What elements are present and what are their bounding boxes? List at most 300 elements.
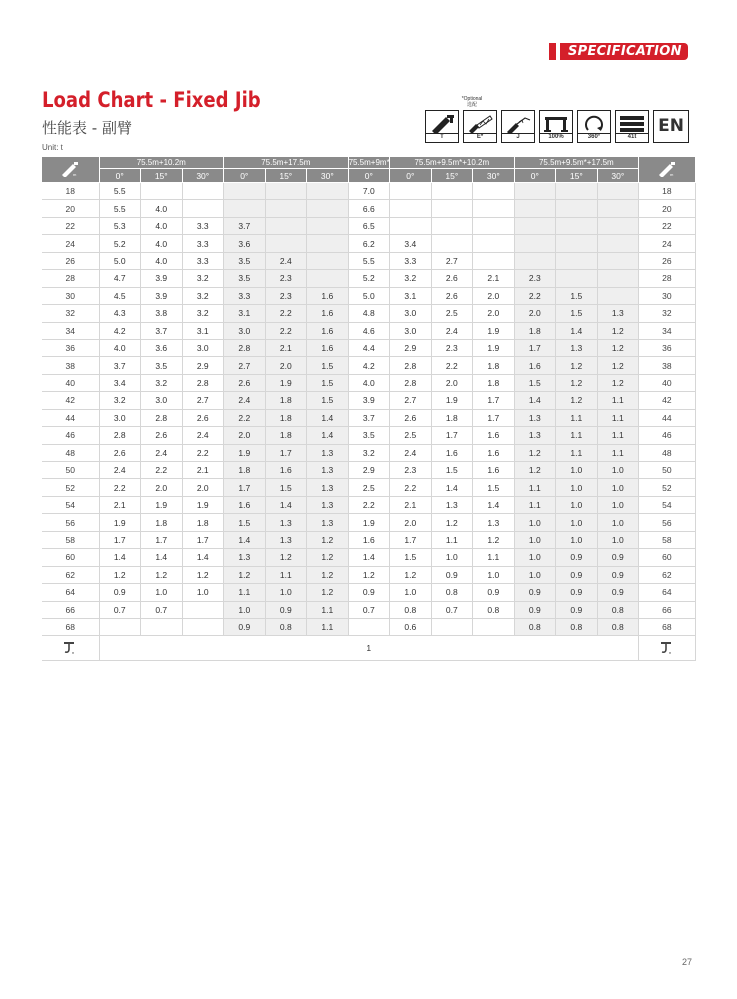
boom-length-cell: 20 [42,200,99,217]
boom-length-cell-right: 20 [639,200,696,217]
load-value-cell [141,618,183,635]
jib-icon [501,110,535,143]
table-row [42,200,695,217]
load-value-cell: 3.7 [141,322,183,339]
load-value-cell: 6.5 [348,217,390,234]
load-value-cell: 0.7 [431,601,473,618]
table-row [42,618,695,635]
load-value-cell: 1.7 [431,427,473,444]
load-value-cell: 2.0 [265,357,307,374]
load-value-cell: 1.2 [597,374,639,391]
load-value-cell: 1.0 [597,479,639,496]
load-value-cell: 3.0 [224,322,266,339]
optional-note [452,96,492,108]
boom-length-cell-right: 58 [639,531,696,548]
load-value-cell: 2.2 [141,462,183,479]
load-value-cell [556,270,598,287]
load-value-cell: 2.7 [431,252,473,269]
load-value-cell: 3.2 [182,305,224,322]
load-value-cell: 1.2 [597,322,639,339]
boom-length-cell-right: 36 [639,339,696,356]
unit-label: Unit: t [42,143,63,152]
load-value-cell: 1.1 [556,444,598,461]
load-value-cell: 6.2 [348,235,390,252]
load-value-cell: 3.7 [224,217,266,234]
boom-length-cell: 66 [42,601,99,618]
load-value-cell: 2.0 [390,514,432,531]
load-value-cell [431,235,473,252]
load-value-cell [348,618,390,635]
load-value-cell: 0.9 [514,584,556,601]
boom-length-header [42,157,99,183]
table-row [42,374,695,391]
group-header: 75.5m+17.5m [224,157,349,169]
load-value-cell: 1.6 [265,462,307,479]
boom-length-cell: 44 [42,409,99,426]
load-value-cell: 1.4 [182,549,224,566]
load-value-cell: 1.6 [473,427,515,444]
load-value-cell: 2.9 [348,462,390,479]
load-value-cell: 2.1 [473,270,515,287]
load-value-cell: 2.2 [265,322,307,339]
group-header: 75.5m+9.5m*+10.2m [390,157,515,169]
load-value-cell: 2.2 [348,496,390,513]
load-value-cell: 0.7 [141,601,183,618]
load-value-cell: 4.0 [141,252,183,269]
load-value-cell: 3.3 [390,252,432,269]
load-value-cell: 2.0 [224,427,266,444]
load-value-cell: 1.0 [182,584,224,601]
load-value-cell: 1.9 [473,339,515,356]
load-value-cell: 3.7 [348,409,390,426]
svg-text:m: m [669,171,674,177]
boom-length-header-right [639,157,696,183]
load-value-cell: 2.0 [431,374,473,391]
load-value-cell: 1.8 [265,392,307,409]
load-value-cell: 3.0 [99,409,141,426]
load-value-cell [597,235,639,252]
load-value-cell: 4.0 [141,200,183,217]
load-value-cell: 1.2 [473,531,515,548]
load-value-cell [307,270,349,287]
load-value-cell: 1.3 [307,479,349,496]
load-value-cell: 2.9 [390,339,432,356]
load-value-cell: 1.2 [182,566,224,583]
angle-header: 15° [265,169,307,183]
banner-accent-bar [549,43,556,60]
load-value-cell: 5.5 [99,200,141,217]
load-value-cell [473,217,515,234]
load-value-cell: 1.3 [307,462,349,479]
load-value-cell: 1.5 [431,462,473,479]
boom-length-cell-right: 68 [639,618,696,635]
load-value-cell: 1.3 [514,427,556,444]
load-value-cell: 2.6 [431,287,473,304]
load-value-cell: 2.8 [99,427,141,444]
boom-length-cell: 50 [42,462,99,479]
boom-length-cell-right: 30 [639,287,696,304]
load-value-cell: 1.5 [514,374,556,391]
boom-length-cell: 60 [42,549,99,566]
load-value-cell: 2.7 [390,392,432,409]
load-value-cell: 0.8 [431,584,473,601]
boom-length-cell: 58 [42,531,99,548]
load-value-cell: 2.0 [182,479,224,496]
table-row [42,287,695,304]
load-value-cell: 0.9 [556,566,598,583]
boom-length-cell-right: 54 [639,496,696,513]
load-value-cell: 2.5 [431,305,473,322]
load-value-cell [307,183,349,200]
load-value-cell [224,183,266,200]
load-value-cell: 1.6 [224,496,266,513]
load-value-cell: 2.6 [141,427,183,444]
load-value-cell: 1.3 [431,496,473,513]
load-value-cell [182,618,224,635]
load-value-cell [556,183,598,200]
load-value-cell [182,200,224,217]
load-value-cell: 3.3 [182,217,224,234]
load-value-cell: 1.8 [473,374,515,391]
load-value-cell: 1.5 [224,514,266,531]
boom-length-cell: 34 [42,322,99,339]
load-value-cell: 4.2 [99,322,141,339]
load-value-cell: 1.1 [597,427,639,444]
load-value-cell: 3.3 [182,235,224,252]
optional-note-cn: 选配 [466,102,477,108]
table-row [42,305,695,322]
load-value-cell: 1.9 [431,392,473,409]
load-value-cell: 1.0 [556,514,598,531]
boom-length-cell: 26 [42,252,99,269]
boom-length-cell-right: 18 [639,183,696,200]
load-value-cell: 0.9 [514,601,556,618]
load-value-cell: 1.3 [307,496,349,513]
load-value-cell: 1.3 [514,409,556,426]
load-value-cell: 1.0 [514,549,556,566]
counterweight-icon [615,110,649,143]
load-value-cell: 1.2 [348,566,390,583]
load-value-cell: 2.4 [182,427,224,444]
load-value-cell: 0.8 [473,601,515,618]
boom-length-cell-right: 32 [639,305,696,322]
load-value-cell: 3.5 [224,270,266,287]
load-value-cell: 1.0 [556,531,598,548]
load-value-cell [597,252,639,269]
load-value-cell: 2.1 [99,496,141,513]
load-value-cell [473,183,515,200]
load-value-cell: 2.3 [265,287,307,304]
load-value-cell: 2.8 [390,374,432,391]
load-value-cell: 5.2 [99,235,141,252]
load-value-cell: 1.3 [556,339,598,356]
load-value-cell: 1.8 [182,514,224,531]
load-value-cell: 3.9 [141,270,183,287]
load-value-cell: 1.3 [265,531,307,548]
load-value-cell: 3.9 [141,287,183,304]
boom-length-cell: 42 [42,392,99,409]
load-value-cell [182,601,224,618]
load-value-cell: 3.0 [182,339,224,356]
load-value-cell: 2.4 [99,462,141,479]
boom-length-cell-right: 26 [639,252,696,269]
load-value-cell: 3.2 [182,287,224,304]
angle-header: 30° [473,169,515,183]
load-value-cell: 1.1 [265,566,307,583]
load-value-cell: 2.6 [431,270,473,287]
load-value-cell: 1.1 [224,584,266,601]
boom-length-cell-right: 44 [639,409,696,426]
table-row [42,496,695,513]
load-value-cell: 3.1 [224,305,266,322]
load-value-cell: 0.7 [348,601,390,618]
load-value-cell: 2.4 [141,444,183,461]
outrigger-span-icon [539,110,573,143]
load-value-cell: 2.4 [390,444,432,461]
load-value-cell: 3.5 [224,252,266,269]
load-value-cell: 3.3 [182,252,224,269]
load-value-cell: 1.2 [597,339,639,356]
load-value-cell [597,270,639,287]
load-value-cell [141,183,183,200]
load-value-cell: 0.9 [597,549,639,566]
boom-length-cell-right: 46 [639,427,696,444]
table-row [42,183,695,200]
load-value-cell [265,200,307,217]
load-value-cell: 1.8 [514,322,556,339]
load-value-cell: 4.4 [348,339,390,356]
load-value-cell: 1.1 [307,601,349,618]
load-value-cell: 4.7 [99,270,141,287]
load-value-cell: 0.9 [99,584,141,601]
table-row [42,427,695,444]
load-value-cell: 1.7 [473,409,515,426]
load-value-cell: 1.6 [307,305,349,322]
load-value-cell: 5.5 [99,183,141,200]
load-value-cell: 2.5 [390,427,432,444]
load-value-cell [514,183,556,200]
boom-length-cell-right: 52 [639,479,696,496]
load-value-cell: 2.1 [265,339,307,356]
boom-length-icon [60,161,80,177]
group-header: 75.5m+9m* [348,158,390,167]
load-value-cell [431,183,473,200]
load-value-cell: 3.2 [182,270,224,287]
angle-header: 30° [182,169,224,183]
load-value-cell: 1.2 [307,531,349,548]
load-value-cell: 1.4 [514,392,556,409]
load-value-cell [307,200,349,217]
load-value-cell: 1.2 [514,444,556,461]
load-value-cell: 0.7 [99,601,141,618]
boom-length-cell-right: 66 [639,601,696,618]
load-value-cell: 1.1 [514,479,556,496]
load-value-cell: 3.3 [224,287,266,304]
boom-length-cell: 56 [42,514,99,531]
angle-header: 0° [99,169,141,183]
load-value-cell: 1.9 [99,514,141,531]
table-row [42,444,695,461]
load-value-cell: 1.1 [597,409,639,426]
load-value-cell: 1.5 [307,357,349,374]
load-value-cell: 4.2 [348,357,390,374]
load-value-cell: 1.2 [556,392,598,409]
load-value-cell: 1.4 [431,479,473,496]
load-value-cell: 1.0 [597,462,639,479]
load-value-cell: 1.0 [514,566,556,583]
load-value-cell: 1.9 [182,496,224,513]
load-value-cell: 1.0 [141,584,183,601]
boom-length-cell: 52 [42,479,99,496]
load-value-cell: 1.1 [431,531,473,548]
load-value-cell [265,217,307,234]
load-value-cell: 2.0 [141,479,183,496]
angle-header: 30° [307,169,349,183]
load-value-cell: 5.0 [348,287,390,304]
load-value-cell [556,200,598,217]
load-value-cell: 2.0 [473,287,515,304]
load-value-cell: 1.6 [431,444,473,461]
icon-label-weight: 41t [616,133,648,142]
table-row [42,235,695,252]
outrigger-t-icon [425,110,459,143]
load-value-cell [307,252,349,269]
svg-text:m: m [73,171,77,177]
load-value-cell: 0.9 [265,601,307,618]
angle-header: 15° [431,169,473,183]
load-value-cell: 2.6 [224,374,266,391]
load-value-cell: 1.4 [99,549,141,566]
table-row [42,601,695,618]
load-value-cell: 3.9 [348,392,390,409]
load-value-cell [390,200,432,217]
load-value-cell: 1.6 [473,462,515,479]
load-value-cell: 5.5 [348,252,390,269]
load-value-cell: 1.9 [348,514,390,531]
load-value-cell: 1.2 [556,374,598,391]
load-value-cell: 0.8 [597,618,639,635]
load-value-cell: 5.2 [348,270,390,287]
load-value-cell: 1.1 [556,427,598,444]
load-value-cell: 1.8 [265,427,307,444]
load-value-cell: 1.3 [307,514,349,531]
load-value-cell: 1.6 [307,339,349,356]
page-subtitle: 性能表 - 副臂 [42,119,132,137]
load-value-cell: 1.5 [473,479,515,496]
load-value-cell: 4.0 [141,235,183,252]
load-value-cell: 1.8 [224,462,266,479]
load-value-cell: 1.1 [556,409,598,426]
load-value-cell: 1.0 [556,479,598,496]
load-value-cell [473,235,515,252]
load-value-cell: 2.1 [390,496,432,513]
load-value-cell [556,235,598,252]
angle-header: 0° [224,169,266,183]
angle-header: 15° [556,169,598,183]
load-value-cell: 3.1 [182,322,224,339]
load-value-cell: 1.5 [556,287,598,304]
table-row [42,392,695,409]
load-value-cell: 4.0 [141,217,183,234]
icon-label-rotation: 360° [578,133,610,142]
load-value-cell: 1.7 [224,479,266,496]
load-value-cell: 2.2 [99,479,141,496]
load-value-cell: 3.2 [99,392,141,409]
table-row [42,479,695,496]
load-value-cell: 2.4 [265,252,307,269]
load-value-cell: 0.9 [597,584,639,601]
load-value-cell: 3.0 [390,322,432,339]
load-value-cell: 1.3 [597,305,639,322]
load-value-cell: 0.9 [348,584,390,601]
load-value-cell: 2.3 [265,270,307,287]
load-value-cell: 2.2 [390,479,432,496]
load-value-cell [597,217,639,234]
boom-length-cell-right: 28 [639,270,696,287]
load-value-cell: 1.1 [473,549,515,566]
load-value-cell: 1.2 [431,514,473,531]
table-row [42,217,695,234]
hook-icon [42,636,99,661]
load-value-cell [390,183,432,200]
load-value-cell: 2.0 [473,305,515,322]
boom-length-cell: 32 [42,305,99,322]
load-value-cell: 3.0 [390,305,432,322]
boom-length-icon [657,161,677,177]
boom-length-cell: 64 [42,584,99,601]
load-value-cell: 2.8 [141,409,183,426]
load-value-cell: 1.2 [265,549,307,566]
load-value-cell: 3.4 [390,235,432,252]
table-row [42,549,695,566]
load-value-cell: 3.7 [99,357,141,374]
load-value-cell: 1.8 [431,409,473,426]
load-value-cell: 4.6 [348,322,390,339]
load-value-cell: 1.4 [265,496,307,513]
load-value-cell [473,252,515,269]
load-value-cell [265,183,307,200]
table-row [42,514,695,531]
load-value-cell: 7.0 [348,183,390,200]
load-value-cell: 1.7 [99,531,141,548]
load-value-cell: 1.1 [597,444,639,461]
hook-icon [639,636,696,661]
table-row [42,252,695,269]
load-value-cell: 1.7 [514,339,556,356]
load-value-cell: 0.8 [265,618,307,635]
load-value-cell: 2.2 [431,357,473,374]
load-value-cell: 1.1 [514,496,556,513]
svg-text:n: n [72,650,75,656]
load-value-cell: 4.0 [348,374,390,391]
load-value-cell: 5.3 [99,217,141,234]
boom-length-cell-right: 50 [639,462,696,479]
load-value-cell: 1.9 [265,374,307,391]
icon-label-j: J [502,133,534,142]
boom-length-cell: 38 [42,357,99,374]
load-value-cell: 2.2 [514,287,556,304]
load-value-cell: 1.2 [307,566,349,583]
load-value-cell: 1.7 [182,531,224,548]
load-value-cell [431,217,473,234]
load-value-cell: 1.2 [514,462,556,479]
load-value-cell: 4.5 [99,287,141,304]
load-value-cell [431,618,473,635]
load-value-cell: 1.4 [307,409,349,426]
load-value-cell: 4.0 [99,339,141,356]
load-value-cell [597,200,639,217]
boom-extension-icon [463,110,497,143]
